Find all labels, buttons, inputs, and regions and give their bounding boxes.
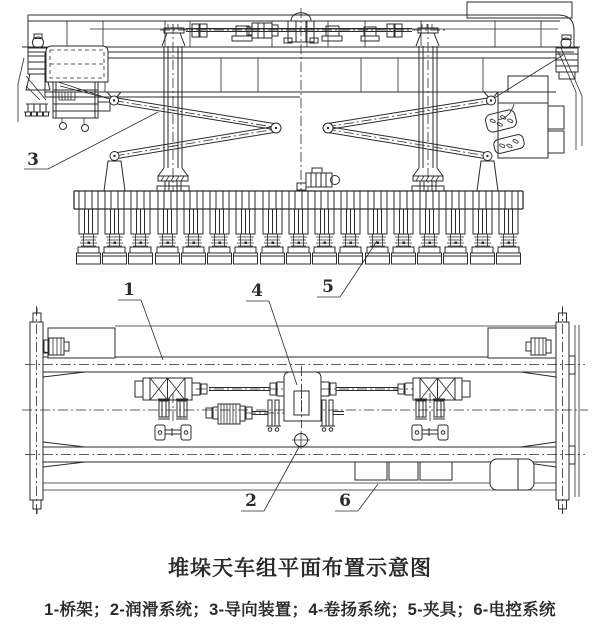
callout-1 xyxy=(118,280,163,360)
svg-text:2: 2 xyxy=(245,491,257,511)
elevation-view xyxy=(18,2,582,264)
machinery-house-box xyxy=(467,2,572,18)
drawing-title: 堆垛天车组平面布置示意图 xyxy=(168,557,432,580)
hoist-winch xyxy=(284,366,321,428)
callout-2 xyxy=(241,447,299,511)
svg-text:1: 1 xyxy=(123,280,135,300)
callout-5 xyxy=(317,241,377,297)
plan-view xyxy=(22,306,588,516)
callout-3 xyxy=(24,112,158,170)
callout-4 xyxy=(246,281,297,385)
beam-motor xyxy=(297,168,340,190)
hoist-motor-drive xyxy=(206,400,344,431)
lubrication-point xyxy=(292,431,310,449)
plan-cab-box xyxy=(44,328,115,358)
electric-control-boxes xyxy=(355,459,534,490)
callouts xyxy=(24,112,378,511)
svg-text:6: 6 xyxy=(339,491,351,511)
callout-6 xyxy=(335,484,378,511)
plan-right-box xyxy=(488,328,556,358)
end-frame xyxy=(484,76,564,158)
clamp-beam xyxy=(74,191,523,264)
line-shaft xyxy=(160,13,448,43)
svg-text:3: 3 xyxy=(27,150,39,170)
right-end-beam xyxy=(556,306,579,516)
svg-text:4: 4 xyxy=(251,281,263,301)
legend-text: 1-桥架；2-润滑系统；3-导向装置；4-卷扬系统；5-夹具；6-电控系统 xyxy=(44,601,556,619)
svg-text:5: 5 xyxy=(322,277,334,297)
buffer-feet xyxy=(24,104,50,112)
left-end-beam xyxy=(30,306,43,516)
